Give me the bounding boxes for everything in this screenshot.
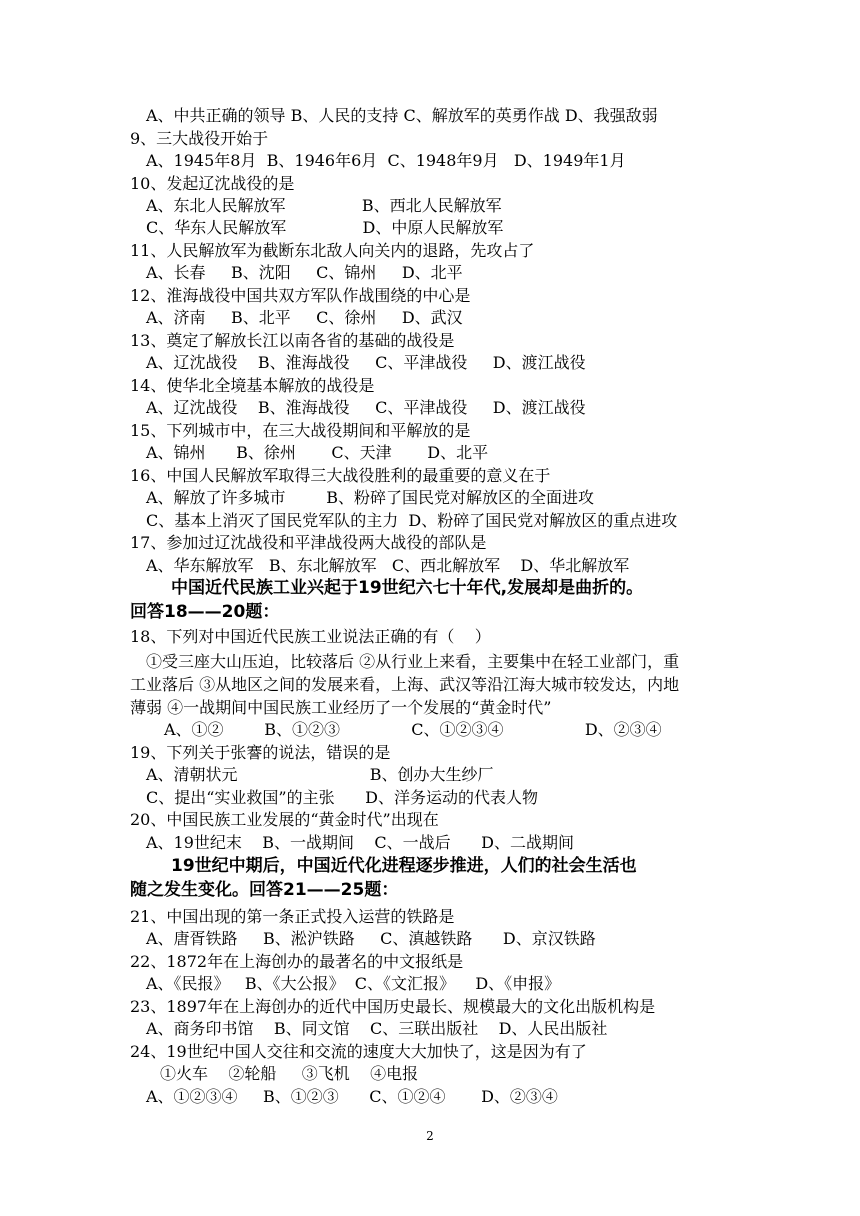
section-heading: 中国近代民族工业兴起于19世纪六七十年代,发展却是曲折的。 xyxy=(171,578,644,598)
question-line: 12、淮海战役中国共双方军队作战围绕的中心是 xyxy=(130,286,471,305)
options-line: A、19世纪末 B、一战期间 C、一战后 D、二战期间 xyxy=(146,833,574,852)
options-line: A、长春 B、沈阳 C、锦州 D、北平 xyxy=(146,263,463,282)
question-line: 22、1872年在上海创办的最著名的中文报纸是 xyxy=(130,952,464,971)
options-line: ①受三座大山压迫，比较落后 ②从行业上来看，主要集中在轻工业部门，重 xyxy=(146,652,680,671)
options-line: A、1945年8月 B、1946年6月 C、1948年9月 D、1949年1月 xyxy=(146,151,626,170)
options-line: A、《民报》 B、《大公报》 C、《文汇报》 D、《申报》 xyxy=(146,974,561,993)
question-line: 10、发起辽沈战役的是 xyxy=(130,174,295,193)
options-line: A、济南 B、北平 C、徐州 D、武汉 xyxy=(146,308,463,327)
options-line: ①火车 ②轮船 ③飞机 ④电报 xyxy=(160,1064,419,1083)
question-line: 17、参加过辽沈战役和平津战役两大战役的部队是 xyxy=(130,533,487,552)
options-line: C、提出“实业救国”的主张 D、洋务运动的代表人物 xyxy=(146,788,538,807)
options-line: A、解放了许多城市 B、粉碎了国民党对解放区的全面进攻 xyxy=(146,488,595,507)
question-line: 21、中国出现的第一条正式投入运营的铁路是 xyxy=(130,907,455,926)
question-line: 23、1897年在上海创办的近代中国历史最长、规模最大的文化出版机构是 xyxy=(130,997,656,1016)
section-heading: 随之发生变化。回答21——25题： xyxy=(130,880,399,900)
question-line: 15、下列城市中，在三大战役期间和平解放的是 xyxy=(130,421,471,440)
options-line: C、华东人民解放军 D、中原人民解放军 xyxy=(146,218,504,237)
question-line: 14、使华北全境基本解放的战役是 xyxy=(130,376,375,395)
question-line: 11、人民解放军为截断东北敌人向关内的退路，先攻占了 xyxy=(130,241,535,260)
options-line: 工业落后 ③从地区之间的发展来看，上海、武汉等沿江海大城市较发达，内地 xyxy=(130,675,680,694)
question-line: 9、三大战役开始于 xyxy=(130,129,269,148)
options-line: A、①② B、①②③ C、①②③④ D、②③④ xyxy=(164,720,662,739)
question-line: 16、中国人民解放军取得三大战役胜利的最重要的意义在于 xyxy=(130,466,551,485)
options-line: C、基本上消灭了国民党军队的主力 D、粉碎了国民党对解放区的重点进攻 xyxy=(146,511,678,530)
question-line: 18、下列对中国近代民族工业说法正确的有（ ） xyxy=(130,627,491,646)
section-heading: 回答18——20题： xyxy=(130,602,280,622)
options-line: A、华东解放军 B、东北解放军 C、西北解放军 D、华北解放军 xyxy=(146,556,630,575)
section-heading: 19世纪中期后，中国近代化进程逐步推进，人们的社会生活也 xyxy=(171,856,637,876)
question-line: 13、奠定了解放长江以南各省的基础的战役是 xyxy=(130,331,455,350)
question-line: 20、中国民族工业发展的“黄金时代”出现在 xyxy=(130,810,439,829)
options-line: A、清朝状元 B、创办大生纱厂 xyxy=(146,765,494,784)
options-line: A、中共正确的领导 B、人民的支持 C、解放军的英勇作战 D、我强敌弱 xyxy=(146,106,658,125)
options-line: A、东北人民解放军 B、西北人民解放军 xyxy=(146,196,502,215)
options-line: A、唐胥铁路 B、淞沪铁路 C、滇越铁路 D、京汉铁路 xyxy=(146,929,596,948)
options-line: A、商务印书馆 B、同文馆 C、三联出版社 D、人民出版社 xyxy=(146,1019,608,1038)
options-line: 薄弱 ④一战期间中国民族工业经历了一个发展的“黄金时代” xyxy=(130,698,552,717)
options-line: A、辽沈战役 B、淮海战役 C、平津战役 D、渡江战役 xyxy=(146,353,586,372)
question-line: 19、下列关于张謇的说法，错误的是 xyxy=(130,743,391,762)
options-line: A、锦州 B、徐州 C、天津 D、北平 xyxy=(146,443,489,462)
options-line: A、辽沈战役 B、淮海战役 C、平津战役 D、渡江战役 xyxy=(146,398,586,417)
question-line: 24、19世纪中国人交往和交流的速度大大加快了，这是因为有了 xyxy=(130,1042,587,1061)
page-number: 2 xyxy=(426,1129,434,1143)
options-line: A、①②③④ B、①②③ C、①②④ D、②③④ xyxy=(146,1087,558,1106)
